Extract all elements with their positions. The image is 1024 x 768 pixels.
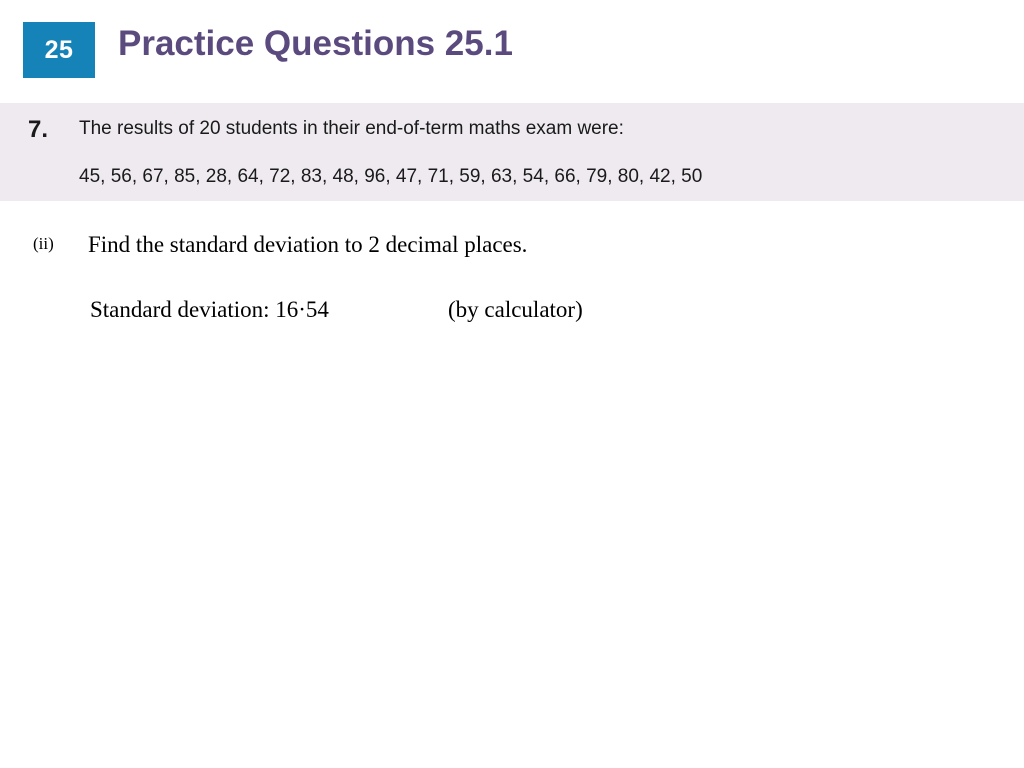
slide-header: [0, 22, 1024, 78]
answer-method-note: (by calculator): [448, 297, 583, 322]
part-question-text: Find the standard deviation to 2 decimal places.: [88, 232, 528, 257]
question-block: [0, 103, 1024, 201]
question-data-values: 45, 56, 67, 85, 28, 64, 72, 83, 48, 96, 47, 71, 59, 63, 54, 66, 79, 80, 42, 50: [79, 166, 703, 187]
part-label: (ii): [33, 234, 54, 253]
chapter-number-badge: 25: [23, 22, 95, 78]
question-number: 7.: [28, 116, 49, 143]
question-prompt: The results of 20 students in their end-of-term maths exam were:: [79, 118, 624, 139]
answer-standard-deviation: Standard deviation: 16·54: [90, 297, 329, 322]
page-title: Practice Questions 25.1: [118, 24, 513, 63]
